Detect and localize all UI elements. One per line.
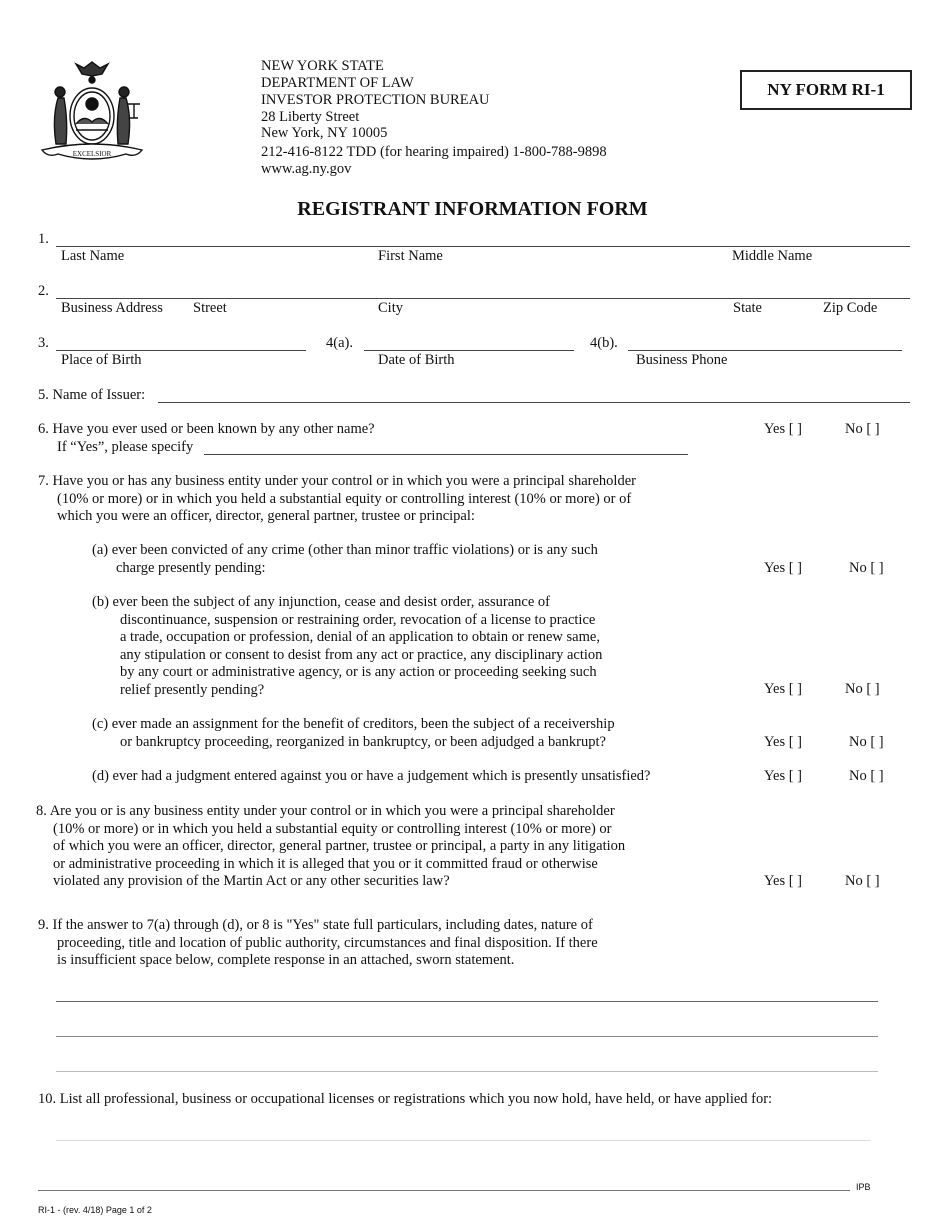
q7a-yes-checkbox[interactable]: Yes [ ] — [764, 560, 803, 576]
q9-line: is insufficient space below, complete response in an attached, sworn statement. — [57, 952, 515, 968]
q10-answer-line[interactable] — [56, 1140, 870, 1141]
q8-line: (10% or more) or in which you held a substantial equity or controlling interest (10% or more) or — [53, 820, 612, 837]
agency-phone: 212-416-8122 TDD (for hearing impaired) 1-800-788-9898 — [261, 144, 607, 160]
other-name-input-line[interactable] — [204, 454, 688, 455]
middle-name-label: Middle Name — [732, 248, 813, 264]
agency-line: INVESTOR PROTECTION BUREAU — [261, 92, 490, 108]
place-of-birth-label: Place of Birth — [61, 352, 142, 368]
q7a-no-checkbox[interactable]: No [ ] — [849, 560, 884, 576]
item-number-1: 1. — [38, 231, 49, 247]
date-of-birth-input-line[interactable] — [364, 350, 574, 351]
city-label: City — [378, 300, 403, 316]
footer-rule — [38, 1190, 850, 1191]
q7b-line: discontinuance, suspension or restraining order, revocation of a license to practice — [120, 611, 596, 628]
question-7d: (d) ever had a judgment entered against you or have a judgement which is presently unsatisfied? — [92, 768, 651, 784]
zip-code-label: Zip Code — [823, 300, 878, 316]
q7c-no-checkbox[interactable]: No [ ] — [849, 734, 884, 750]
q7-line: 7. Have you or has any business entity under your control or in which you were a principal shareholder — [38, 473, 636, 489]
q6-no-checkbox[interactable]: No [ ] — [845, 421, 880, 437]
q9-answer-line[interactable] — [56, 1071, 878, 1072]
q7b-yes-checkbox[interactable]: Yes [ ] — [764, 681, 803, 697]
item-number-4b: 4(b). — [590, 335, 618, 351]
q7a-line: (a) ever been convicted of any crime (other than minor traffic violations) or is any such — [92, 542, 598, 558]
date-of-birth-label: Date of Birth — [378, 352, 455, 368]
q7b-line: relief presently pending? — [120, 681, 265, 698]
name-of-issuer-label: 5. Name of Issuer: — [38, 387, 146, 403]
q7d-no-checkbox[interactable]: No [ ] — [849, 768, 884, 784]
q7c-yes-checkbox[interactable]: Yes [ ] — [764, 734, 803, 750]
last-name-label: Last Name — [61, 248, 125, 264]
q7d-yes-checkbox[interactable]: Yes [ ] — [764, 768, 803, 784]
question-8 — [36, 803, 625, 891]
state-label: State — [733, 300, 762, 316]
q6-yes-checkbox[interactable]: Yes [ ] — [764, 421, 803, 437]
item-number-4a: 4(a). — [326, 335, 353, 351]
q9-line: proceeding, title and location of public authority, circumstances and final disposition. If there — [57, 934, 598, 951]
agency-line: DEPARTMENT OF LAW — [261, 75, 414, 91]
q7c-line: (c) ever made an assignment for the benefit of creditors, been the subject of a receivership — [92, 716, 615, 732]
question-7a — [92, 542, 598, 577]
q8-line: violated any provision of the Martin Act or any other securities law? — [53, 873, 450, 889]
agency-city: New York, NY 10005 — [261, 125, 388, 141]
name-of-issuer-input-line[interactable] — [158, 402, 910, 403]
agency-header — [261, 58, 490, 126]
form-title: REGISTRANT INFORMATION FORM — [297, 198, 648, 220]
question-7c — [92, 716, 615, 751]
question-6-specify-label: If “Yes”, please specify — [57, 439, 194, 455]
first-name-label: First Name — [378, 248, 443, 264]
name-input-line[interactable] — [56, 246, 910, 247]
q9-line: 9. If the answer to 7(a) through (d), or 8 is "Yes" state full particulars, including dates, nature of — [38, 917, 593, 933]
question-7b — [92, 594, 602, 699]
q7b-line: by any court or administrative agency, or is any action or proceeding seeking such — [120, 664, 597, 680]
q7c-line: or bankruptcy proceeding, reorganized in bankruptcy, or been adjudged a bankrupt? — [120, 733, 606, 750]
q8-line: of which you were an officer, director, general partner, trustee or principal, a party in any litigation — [53, 838, 626, 854]
q9-answer-line[interactable] — [56, 1001, 878, 1002]
q7b-line: a trade, occupation or profession, denial of an application to obtain or renew same, — [120, 629, 600, 645]
business-phone-input-line[interactable] — [628, 350, 902, 351]
q7a-line: charge presently pending: — [116, 559, 266, 576]
business-phone-label: Business Phone — [636, 352, 728, 368]
q9-answer-line[interactable] — [56, 1036, 878, 1037]
footer-ipb: IPB — [856, 1182, 871, 1192]
business-address-label: Business Address — [61, 300, 163, 316]
agency-line: 28 Liberty Street — [261, 109, 360, 125]
q8-yes-checkbox[interactable]: Yes [ ] — [764, 873, 803, 889]
form-id: NY FORM RI-1 — [767, 80, 885, 99]
item-number-3: 3. — [38, 335, 49, 351]
ny-state-seal-image — [36, 58, 148, 168]
question-6: 6. Have you ever used or been known by any other name? — [38, 421, 375, 437]
agency-website: www.ag.ny.gov — [261, 161, 352, 177]
seal-motto: EXCELSIOR — [72, 150, 112, 158]
question-9 — [38, 917, 598, 970]
agency-line: NEW YORK STATE — [261, 58, 384, 74]
address-input-line[interactable] — [56, 298, 910, 299]
footer-revision: RI-1 - (rev. 4/18) Page 1 of 2 — [38, 1205, 152, 1215]
q8-no-checkbox[interactable]: No [ ] — [845, 873, 880, 889]
q7-line: (10% or more) or in which you held a substantial equity or controlling interest (10% or more) or of — [57, 490, 632, 507]
question-10: 10. List all professional, business or occupational licenses or registrations which you now hold, have held, or have applied for: — [38, 1091, 773, 1107]
q8-line: or administrative proceeding in which it is alleged that you or it committed fraud or otherwise — [53, 855, 598, 872]
q7-line: which you were an officer, director, general partner, trustee or principal: — [57, 508, 475, 524]
item-number-2: 2. — [38, 283, 49, 299]
q7b-no-checkbox[interactable]: No [ ] — [845, 681, 880, 697]
q7b-line: any stipulation or consent to desist from any act or practice, any disciplinary action — [120, 646, 603, 663]
q8-line: 8. Are you or is any business entity under your control or in which you were a principal shareholder — [36, 803, 615, 819]
q7b-line: (b) ever been the subject of any injunction, cease and desist order, assurance of — [92, 594, 551, 610]
form-id-box — [740, 70, 912, 110]
question-7 — [38, 473, 636, 526]
street-label: Street — [193, 300, 227, 316]
place-of-birth-input-line[interactable] — [56, 350, 306, 351]
